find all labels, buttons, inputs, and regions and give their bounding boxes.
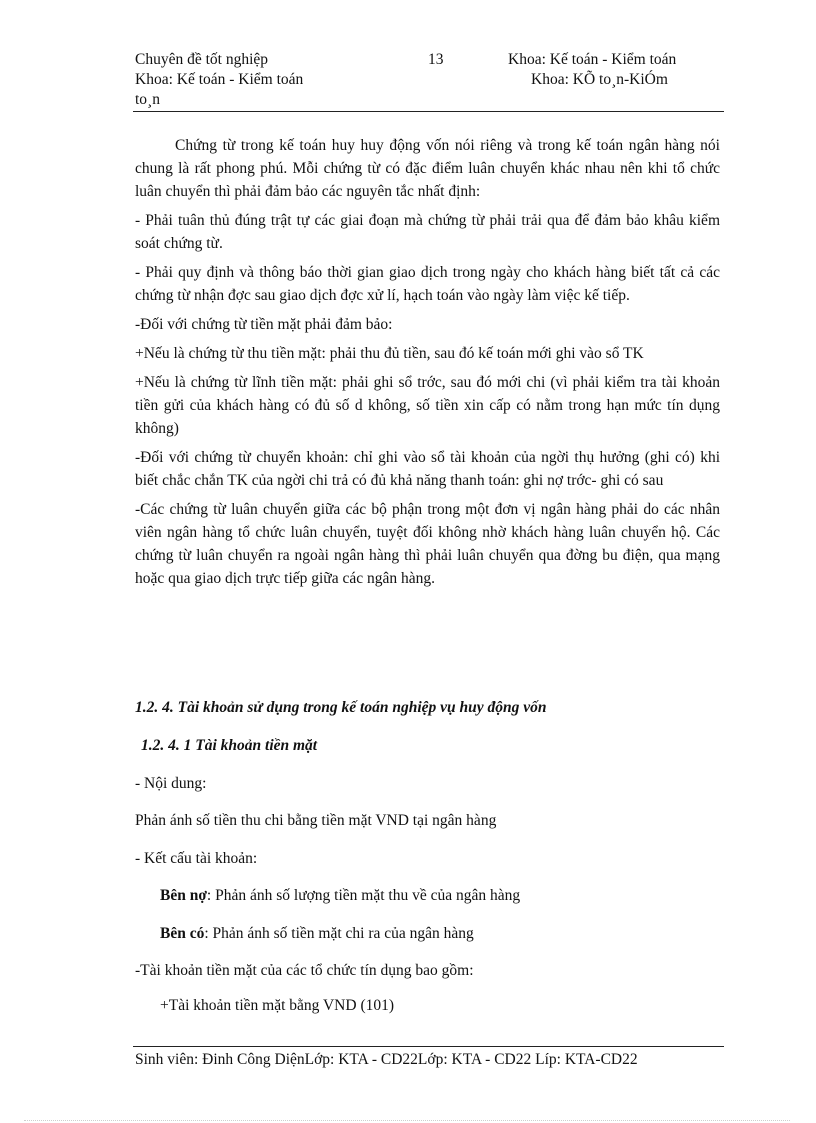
paragraph-quy-dinh: - Phải quy định và thông báo thời gian giao dịch trong ngày cho khách hàng biết tất cả các chứng từ nhận đợc sau giao dịch đợc xử lí, hạch toán vào ngày làm việc kế tiếp. — [135, 264, 720, 304]
page-bottom-border — [24, 1120, 790, 1121]
label-noi-dung: - Nội dung: — [135, 775, 207, 792]
footer-student-info: Sinh viên: Đinh Công DiệnLớp: KTA - CD22Lớp: KTA - CD22 Líp: KTA-CD22 — [135, 1051, 638, 1068]
line-ben-no — [160, 885, 520, 907]
text-tai-khoan-101: +Tài khoản tiền mặt bằng VND (101) — [160, 997, 395, 1014]
header-left-line3: to¸n — [135, 91, 160, 108]
ben-co-text: : Phản ánh số tiền mặt chi ra của ngân hàng — [204, 925, 474, 942]
paragraph-tuan-thu: - Phải tuân thủ đúng trật tự các giai đoạn mà chứng từ phải trải qua để đảm bảo khâu kiểm soát chứng từ. — [135, 212, 720, 252]
body-flow — [135, 134, 720, 590]
paragraph-chung-tu: Chứng từ trong kế toán huy huy động vốn nói riêng và trong kế toán ngân hàng nói chung là rất phong phú. Mỗi chứng từ có đặc điểm luân chuyển khác nhau nên khi tổ chức luân chuyển thì phải đảm bảo các nguyên tắc nhất định: — [135, 137, 720, 200]
ben-no-label: Bên nợ — [160, 887, 207, 904]
header-left-line1: Chuyên đề tốt nghiệp — [135, 51, 269, 68]
paragraph-linh-tien: +Nếu là chứng từ lĩnh tiền mặt: phải ghi sổ trớc, sau đó mới chi (vì phải kiểm tra tài khoản tiền gửi của khách hàng có đủ số d không, số tiền xin cấp có nằm trong hạn mức tín dụng không) — [135, 374, 720, 437]
header-rule — [133, 111, 724, 112]
subsection-heading-tien-mat: 1.2. 4. 1 Tài khoản tiền mặt — [141, 737, 318, 754]
page-number: 13 — [428, 51, 444, 68]
header-right-line2: Khoa: KÕ to¸n-KiÓm — [531, 71, 668, 88]
ben-co-label: Bên có — [160, 925, 205, 942]
section-heading-tai-khoan: 1.2. 4. Tài khoản sử dụng trong kế toán nghiệp vụ huy động vốn — [135, 699, 547, 716]
ben-no-text: : Phản ánh số lượng tiền mặt thu về của ngân hàng — [206, 887, 521, 904]
header-left-line2: Khoa: Kế toán - Kiểm toán — [135, 71, 304, 88]
paragraph-luan-chuyen: -Các chứng từ luân chuyển giữa các bộ phận trong một đơn vị ngân hàng phải do các nhân viên ngân hàng tổ chức luân chuyển, tuyệt đối không nhờ khách hàng luân chuyển hộ. Các chứng từ luân chuyển ra ngoài ngân hàng thì phải luân chuyển qua đờng bu điện, qua mạng hoặc qua giao dịch trực tiếp giữa các ngân hàng. — [135, 501, 720, 587]
paragraph-tien-mat: -Đối với chứng từ tiền mặt phải đảm bảo: — [135, 316, 393, 333]
footer-rule — [133, 1046, 724, 1047]
header-right-line1: Khoa: Kế toán - Kiểm toán — [508, 51, 677, 68]
text-phan-anh: Phản ánh số tiền thu chi bằng tiền mặt VND tại ngân hàng — [135, 812, 497, 829]
paragraph-chuyen-khoan: -Đối với chứng từ chuyển khoản: chỉ ghi vào sổ tài khoản của ngời thụ hưởng (ghi có) khi biết chắc chắn TK của ngời chi trả có đủ khả năng thanh toán: ghi nợ trớc- ghi có sau — [135, 449, 720, 489]
line-ben-co — [160, 923, 474, 945]
paragraph-thu-tien: +Nếu là chứng từ thu tiền mặt: phải thu đủ tiền, sau đó kế toán mới ghi vào sổ TK — [135, 345, 644, 362]
label-ket-cau: - Kết cấu tài khoản: — [135, 850, 258, 867]
text-tai-khoan-bao-gom: -Tài khoản tiền mặt của các tổ chức tín dụng bao gồm: — [135, 962, 474, 979]
